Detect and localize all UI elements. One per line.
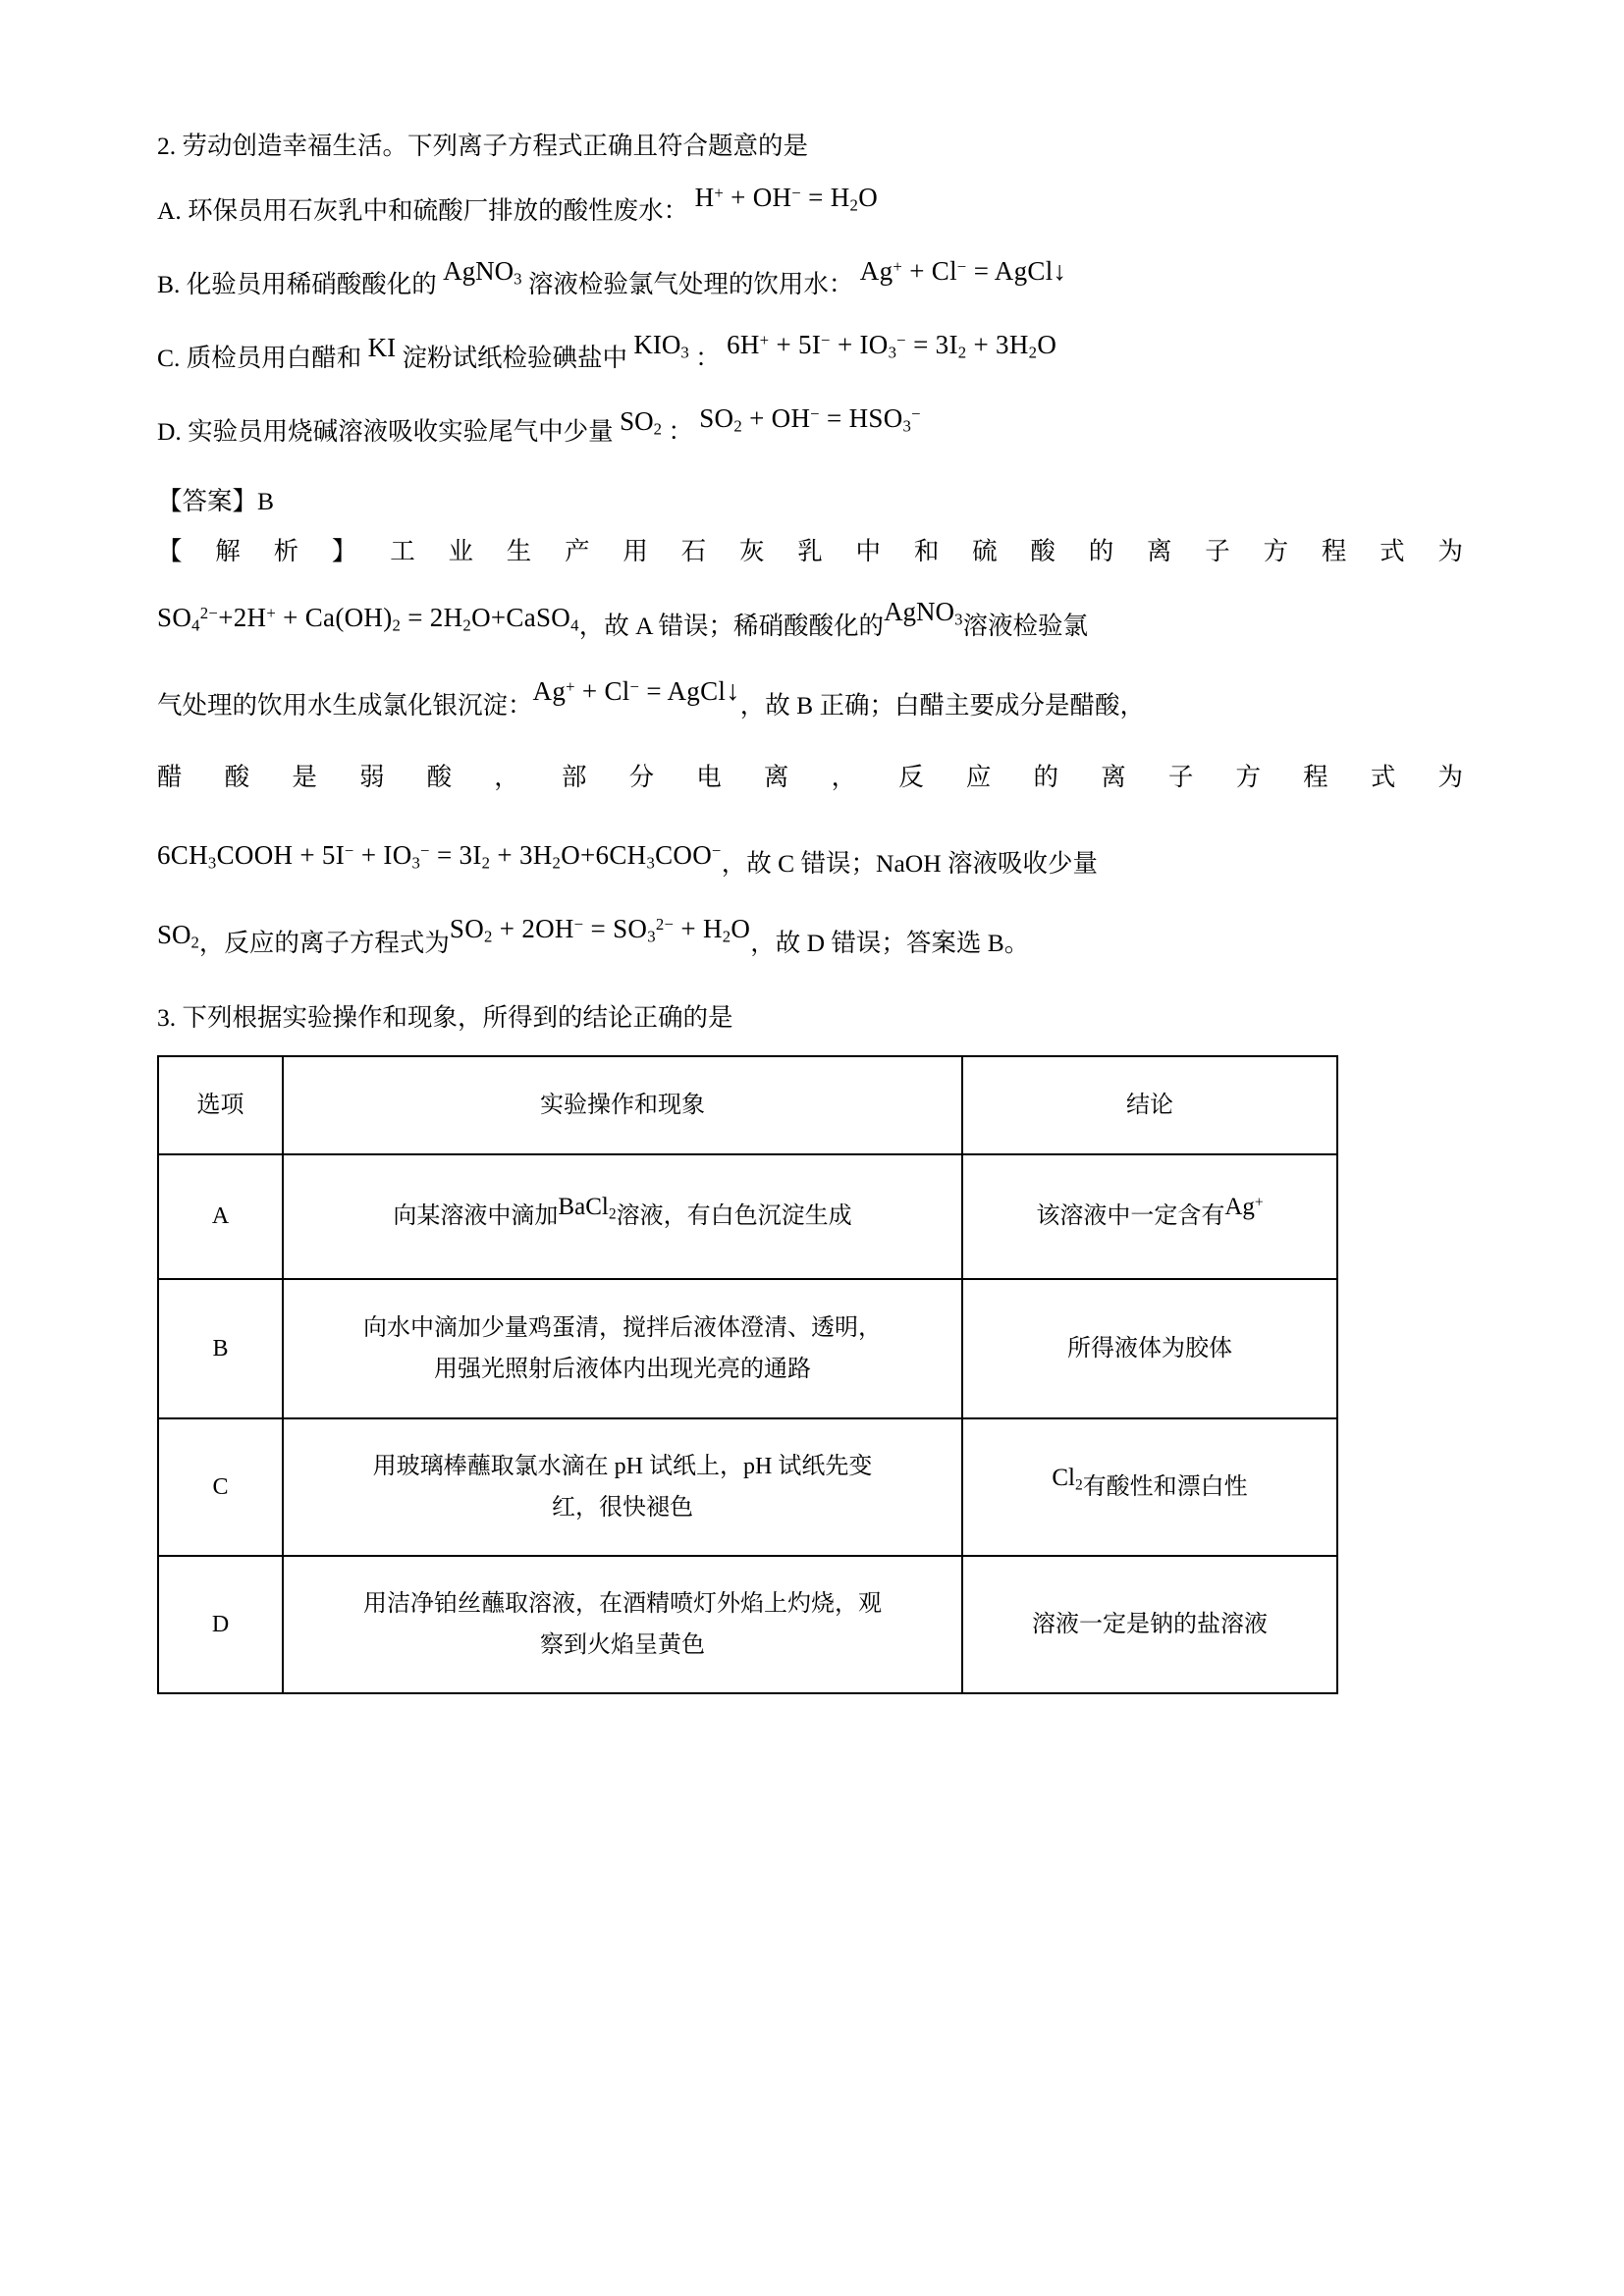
row-d-conclusion: 溶液一定是钠的盐溶液 xyxy=(962,1556,1337,1693)
option-a-equation: $H^+ + OH^- = H_2O$ xyxy=(694,183,879,215)
table-row xyxy=(158,1418,1337,1556)
analysis-line-4 xyxy=(157,759,1463,796)
analysis-line-5 xyxy=(157,835,1463,876)
analysis-line-2 xyxy=(157,597,1463,641)
row-a-option: A xyxy=(158,1154,283,1279)
question-2-option-d[interactable] xyxy=(157,402,1463,452)
analysis-label: 【解析】 xyxy=(157,537,391,565)
option-b-text-after: 溶液检验氯气处理的饮用水： xyxy=(527,270,854,299)
row-b-operation xyxy=(283,1279,962,1418)
option-c-text-after: ： xyxy=(695,343,721,372)
option-d-label: D. xyxy=(157,416,182,446)
analysis-text-8: ，反应的离子方程式为 xyxy=(198,928,450,957)
option-b-inline-formula: AgNO$_3$ xyxy=(443,256,522,289)
table-header-conclusion: 结论 xyxy=(962,1056,1337,1154)
row-a-operation-after: 溶液，有白色沉淀生成 xyxy=(616,1203,852,1230)
page-content xyxy=(157,128,1463,1694)
row-d-option: D xyxy=(158,1556,283,1693)
analysis-line-1 xyxy=(157,533,1463,570)
analysis-text-1: 工业生产用石灰乳中和硫酸的离子方程式为 xyxy=(390,537,1463,565)
analysis-text-3: 溶液检验氯 xyxy=(962,612,1088,641)
table-row xyxy=(158,1154,1337,1279)
analysis-line-3 xyxy=(157,677,1463,720)
question-2-option-a[interactable] xyxy=(157,183,1463,231)
option-c-inline-formula-kio3: $KIO_3$ xyxy=(633,329,689,362)
option-c-inline-formula-ki: KI xyxy=(367,332,397,362)
option-b-equation: Ag+ + Cl− = AgCl↓ xyxy=(859,256,1067,287)
row-a-operation-formula: BaCl$_2$ xyxy=(558,1194,617,1223)
option-b-text-before: 化验员用稀硝酸酸化的 xyxy=(186,270,437,299)
row-a-operation-before: 向某溶液中滴加 xyxy=(393,1203,559,1230)
row-a-operation xyxy=(283,1154,962,1279)
row-c-conclusion-formula: $Cl_2$ xyxy=(1052,1464,1083,1494)
row-c-option: C xyxy=(158,1418,283,1556)
row-c-conclusion-after: 有酸性和漂白性 xyxy=(1082,1473,1248,1500)
table-row xyxy=(158,1279,1337,1418)
row-b-conclusion: 所得液体为胶体 xyxy=(962,1279,1337,1418)
option-d-text-before: 实验员用烧碱溶液吸收实验尾气中少量 xyxy=(188,416,614,446)
table-header-operation: 实验操作和现象 xyxy=(283,1056,962,1154)
question-2-option-c[interactable] xyxy=(157,329,1463,378)
row-b-operation-line1: 向水中滴加少量鸡蛋清，搅拌后液体澄清、透明， xyxy=(363,1314,882,1341)
row-a-conclusion xyxy=(962,1154,1337,1279)
row-d-operation xyxy=(283,1556,962,1693)
row-d-operation-line1: 用洁净铂丝蘸取溶液，在酒精喷灯外焰上灼烧，观 xyxy=(363,1590,882,1617)
option-d-text-after: ： xyxy=(668,416,693,446)
table-header-option: 选项 xyxy=(158,1056,283,1154)
option-c-text-before: 质检员用白醋和 xyxy=(186,343,362,372)
analysis-formula-agno3: AgNO$_3$ xyxy=(884,597,963,629)
analysis-text-5: ，故 B 正确；白醋主要成分是醋酸， xyxy=(739,691,1145,721)
analysis-text-4: 气处理的饮用水生成氯化银沉淀： xyxy=(157,691,533,721)
row-a-conclusion-before: 该溶液中一定含有 xyxy=(1036,1203,1225,1230)
row-c-operation-line2: 红，很快褪色 xyxy=(552,1494,693,1521)
question-2-option-b[interactable] xyxy=(157,256,1463,304)
question-2-answer xyxy=(157,484,1463,519)
row-b-operation-line2: 用强光照射后液体内出现光亮的通路 xyxy=(434,1356,811,1382)
analysis-equation-2: Ag+ + Cl− = AgCl↓ xyxy=(532,676,740,708)
option-b-label: B. xyxy=(157,270,181,299)
option-c-label: C. xyxy=(157,343,181,372)
analysis-formula-so2: $SO_2$ xyxy=(157,919,199,952)
experiment-conclusion-table xyxy=(157,1055,1338,1694)
table-row xyxy=(158,1556,1337,1693)
analysis-equation-4: $SO_2 + 2OH^- = SO_3^{2-} + H_2O$ xyxy=(449,913,751,946)
row-c-operation-line1: 用玻璃棒蘸取氯水滴在 pH 试纸上，pH 试纸先变 xyxy=(372,1453,873,1479)
option-d-equation: $SO_2 + OH^- = HSO_3^-$ xyxy=(699,402,921,436)
row-a-conclusion-formula: Ag+ xyxy=(1224,1194,1264,1221)
option-a-text: 环保员用石灰乳中和硫酸厂排放的酸性废水： xyxy=(188,196,689,226)
row-c-operation xyxy=(283,1418,962,1556)
option-a-label: A. xyxy=(157,196,182,226)
analysis-text-2: ，故 A 错误；稀硝酸酸化的 xyxy=(578,612,885,641)
question-2-stem: 2. 劳动创造幸福生活。下列离子方程式正确且符合题意的是 xyxy=(157,132,809,160)
row-d-operation-line2: 察到火焰呈黄色 xyxy=(540,1631,705,1658)
row-c-conclusion xyxy=(962,1418,1337,1556)
analysis-equation-1: $SO_4^{2-}+2H^+ + Ca(OH)_2$ = $2H_2O+CaSO_4$ xyxy=(157,603,579,635)
row-b-option: B xyxy=(158,1279,283,1418)
answer-label: 【答案】 xyxy=(157,487,258,516)
analysis-text-6: 醋酸是弱酸，部分电离，反应的离子方程式为 xyxy=(157,762,1463,791)
option-d-inline-formula: $SO_2$ xyxy=(620,405,662,439)
analysis-equation-3: $6CH_3COOH + 5I^- + IO_3^- = 3I_2 + 3H_2O+6CH_3COO^-$ xyxy=(157,839,722,873)
option-c-text-mid: 淀粉试纸检验碘盐中 xyxy=(402,343,628,372)
table-header-row xyxy=(158,1056,1337,1154)
analysis-line-6 xyxy=(157,915,1463,955)
analysis-text-7: ，故 C 错误；NaOH 溶液吸收少量 xyxy=(721,848,1098,878)
option-c-equation: $6H^+ + 5I^- + IO_3^- = 3I_2 + 3H_2O$ xyxy=(727,329,1057,362)
analysis-text-9: ，故 D 错误；答案选 B。 xyxy=(750,928,1030,957)
question-3-stem: 3. 下列根据实验操作和现象，所得到的结论正确的是 xyxy=(157,1003,733,1033)
answer-value: B xyxy=(257,487,275,516)
